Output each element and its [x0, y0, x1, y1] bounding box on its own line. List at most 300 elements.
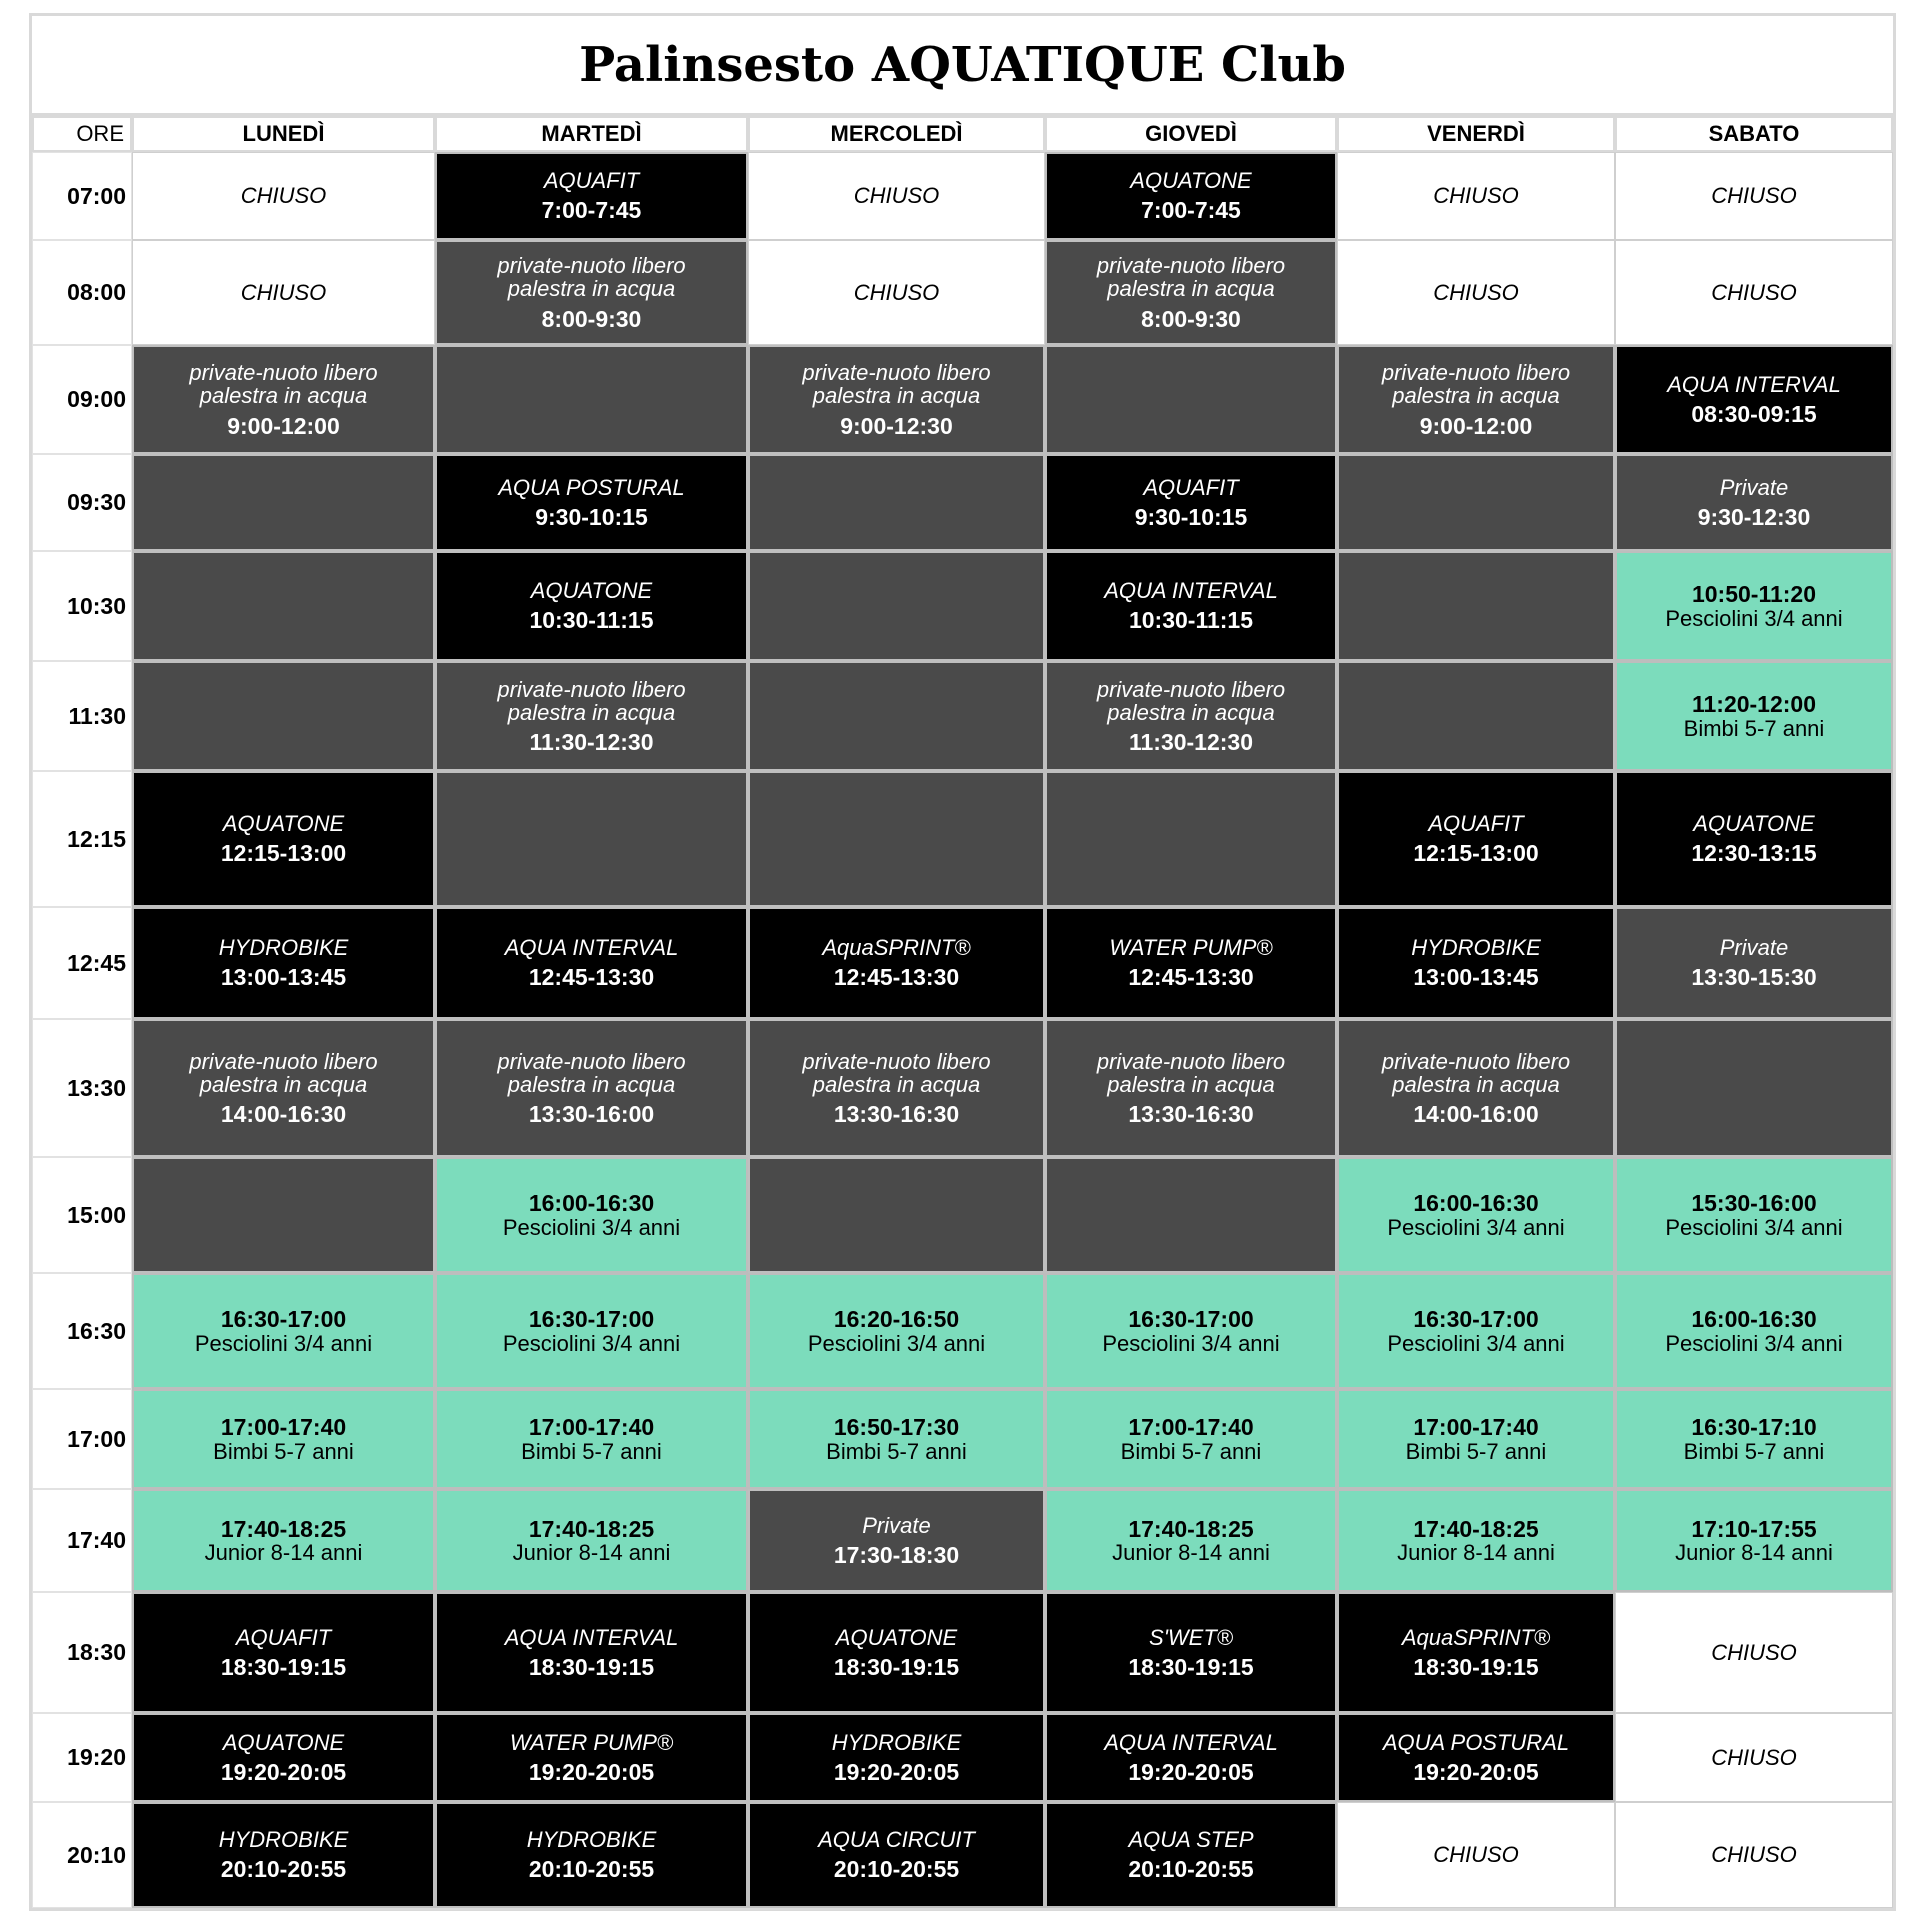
course-slot [435, 1592, 748, 1713]
time-text: 09:00 [67, 386, 126, 413]
slot-time: 9:30-10:15 [535, 503, 648, 530]
slot-time: 12:15-13:00 [1413, 840, 1539, 867]
slot-time: 16:50-17:30 [833, 1414, 960, 1441]
slot-name-2: palestra in acqua [507, 1071, 676, 1097]
slot-name: CHIUSO [1711, 1744, 1797, 1770]
time-label [32, 1273, 132, 1389]
slot-group: Bimbi 5-7 anni [1683, 715, 1825, 741]
time-label [32, 1389, 132, 1489]
time-text: 16:30 [67, 1317, 126, 1344]
slot-group: Pesciolini 3/4 anni [1665, 1214, 1843, 1240]
slot-time: 8:00-9:30 [1141, 305, 1241, 332]
slot-name: HYDROBIKE [526, 1827, 657, 1853]
slot-time: 16:20-16:50 [833, 1306, 960, 1333]
slot-time: 13:30-16:30 [833, 1101, 960, 1128]
slot-group: Junior 8-14 anni [1112, 1540, 1270, 1566]
slot-name: Private [1719, 935, 1789, 961]
slot-time: 10:30-11:15 [529, 607, 654, 634]
time-text: 11:30 [68, 702, 126, 729]
slot-name: AQUATONE [530, 578, 653, 604]
time-label [32, 551, 132, 661]
slot-group: Pesciolini 3/4 anni [1387, 1214, 1565, 1240]
slot-time: 18:30-19:15 [528, 1653, 655, 1680]
free-slot [1337, 1019, 1615, 1157]
slot-name: CHIUSO [1433, 279, 1519, 305]
course-slot [1045, 1713, 1337, 1802]
course-slot [132, 1713, 435, 1802]
closed-slot [1615, 152, 1893, 240]
kids-course-slot [1615, 551, 1893, 661]
course-slot [1045, 551, 1337, 661]
closed-slot [1615, 240, 1893, 345]
slot-time: 15:30-16:00 [1691, 1190, 1817, 1217]
slot-time: 18:30-19:15 [1128, 1653, 1254, 1680]
slot-name: CHIUSO [1711, 183, 1797, 209]
ore-header [32, 116, 132, 152]
slot-name: AQUATONE [222, 811, 345, 837]
slot-time: 12:45-13:30 [528, 964, 655, 991]
course-slot [1615, 771, 1893, 907]
kids-course-slot [748, 1273, 1045, 1389]
slot-name-2: palestra in acqua [199, 383, 368, 409]
time-label [32, 771, 132, 907]
slot-name: AQUA INTERVAL [1104, 1729, 1278, 1755]
course-slot [748, 907, 1045, 1019]
slot-name: CHIUSO [853, 279, 940, 305]
slot-time: 20:10-20:55 [1128, 1856, 1254, 1883]
slot-name: AQUA INTERVAL [504, 1624, 679, 1650]
slot-name: HYDROBIKE [218, 1827, 349, 1853]
free-slot [1045, 1019, 1337, 1157]
kids-course-slot [1615, 1389, 1893, 1489]
slot-name: private-nuoto libero [497, 253, 686, 279]
slot-name-2: palestra in acqua [1107, 699, 1275, 725]
slot-group: Pesciolini 3/4 anni [1665, 605, 1843, 631]
slot-name: AQUA CIRCUIT [818, 1827, 975, 1853]
slot-name: AquaSPRINT® [1401, 1624, 1551, 1650]
course-slot [1337, 1592, 1615, 1713]
time-text: 09:30 [67, 489, 126, 516]
slot-time: 10:50-11:20 [1691, 581, 1817, 608]
time-label [32, 454, 132, 551]
slot-name: private-nuoto libero [189, 360, 378, 386]
free-slot [132, 345, 435, 454]
slot-time: 13:00-13:45 [1413, 964, 1539, 991]
slot-time: 17:00-17:40 [528, 1414, 655, 1441]
time-text: 08:00 [67, 279, 126, 306]
closed-slot [132, 152, 435, 240]
slot-time: 17:30-18:30 [833, 1541, 960, 1568]
kids-course-slot [1615, 1489, 1893, 1592]
kids-course-slot [435, 1157, 748, 1273]
kids-course-slot [1045, 1273, 1337, 1389]
course-slot [435, 1802, 748, 1908]
slot-name: private-nuoto libero [802, 1048, 991, 1074]
slot-name: CHIUSO [1711, 1639, 1797, 1665]
slot-group: Junior 8-14 anni [1675, 1540, 1833, 1566]
free-slot [1045, 345, 1337, 454]
free-slot [1615, 454, 1893, 551]
slot-name: CHIUSO [853, 183, 940, 209]
slot-group: Bimbi 5-7 anni [521, 1438, 662, 1464]
slot-name: private-nuoto libero [1096, 253, 1286, 279]
free-slot [435, 1019, 748, 1157]
free-slot [748, 551, 1045, 661]
slot-time: 12:45-13:30 [833, 964, 960, 991]
slot-name-2: palestra in acqua [1392, 1071, 1560, 1097]
kids-course-slot [748, 1389, 1045, 1489]
slot-name: AQUATONE [835, 1624, 958, 1650]
closed-slot [1615, 1713, 1893, 1802]
slot-time: 19:20-20:05 [833, 1758, 960, 1785]
slot-name-2: palestra in acqua [1392, 383, 1560, 409]
closed-slot [748, 152, 1045, 240]
course-slot [1045, 907, 1337, 1019]
closed-slot [1337, 240, 1615, 345]
time-text: 20:10 [67, 1841, 126, 1868]
slot-name: WATER PUMP® [509, 1729, 674, 1755]
slot-time: 17:40-18:25 [220, 1515, 347, 1542]
slot-time: 8:00-9:30 [541, 305, 642, 332]
slot-name-2: palestra in acqua [507, 699, 676, 725]
slot-name: private-nuoto libero [497, 1048, 686, 1074]
slot-name: AQUA INTERVAL [504, 935, 679, 961]
day-label: SABATO [1708, 121, 1800, 147]
slot-time: 17:00-17:40 [1413, 1414, 1539, 1441]
slot-time: 9:30-10:15 [1134, 503, 1248, 530]
time-text: 13:30 [67, 1074, 126, 1101]
closed-slot [1337, 152, 1615, 240]
slot-group: Junior 8-14 anni [204, 1540, 363, 1566]
slot-time: 12:15-13:00 [220, 840, 347, 867]
time-label [32, 661, 132, 771]
slot-group: Junior 8-14 anni [1397, 1540, 1555, 1566]
kids-course-slot [1337, 1489, 1615, 1592]
day-header [1615, 116, 1893, 152]
day-header [1337, 116, 1615, 152]
slot-group: Pesciolini 3/4 anni [502, 1330, 681, 1356]
course-slot [748, 1802, 1045, 1908]
course-slot [435, 454, 748, 551]
slot-name: Private [1719, 474, 1789, 500]
slot-name: HYDROBIKE [831, 1729, 962, 1755]
slot-time: 9:00-12:30 [840, 412, 953, 439]
slot-name-2: palestra in acqua [812, 383, 981, 409]
free-slot [748, 771, 1045, 907]
slot-name: AQUAFIT [235, 1624, 332, 1650]
free-slot [1615, 1019, 1893, 1157]
slot-name: private-nuoto libero [497, 676, 686, 702]
free-slot [1337, 454, 1615, 551]
time-text: 10:30 [67, 592, 126, 619]
kids-course-slot [1045, 1389, 1337, 1489]
slot-group: Bimbi 5-7 anni [1120, 1438, 1262, 1464]
closed-slot [1337, 1802, 1615, 1908]
free-slot [748, 1019, 1045, 1157]
slot-group: Pesciolini 3/4 anni [807, 1330, 986, 1356]
kids-course-slot [1337, 1273, 1615, 1389]
time-text: 19:20 [67, 1744, 126, 1771]
slot-time: 17:00-17:40 [1128, 1414, 1254, 1441]
kids-course-slot [1615, 1273, 1893, 1389]
free-slot [748, 454, 1045, 551]
slot-time: 7:00-7:45 [541, 197, 642, 224]
slot-time: 12:45-13:30 [1128, 964, 1254, 991]
slot-name: CHIUSO [240, 183, 327, 209]
course-slot [435, 907, 748, 1019]
slot-time: 20:10-20:55 [528, 1856, 655, 1883]
time-text: 17:40 [67, 1527, 126, 1554]
free-slot [748, 1157, 1045, 1273]
slot-time: 16:30-17:00 [220, 1306, 347, 1333]
slot-name: CHIUSO [1433, 1842, 1519, 1868]
slot-time: 11:30-12:30 [529, 729, 654, 756]
free-slot [435, 240, 748, 345]
free-slot [1337, 551, 1615, 661]
slot-name: AQUA INTERVAL [1667, 371, 1841, 397]
slot-group: Junior 8-14 anni [512, 1540, 671, 1566]
time-label [32, 1713, 132, 1802]
free-slot [132, 1157, 435, 1273]
free-slot [132, 1019, 435, 1157]
free-slot [1045, 771, 1337, 907]
time-text: 07:00 [67, 182, 126, 209]
slot-name: HYDROBIKE [1411, 935, 1541, 961]
slot-time: 16:00-16:30 [1691, 1306, 1817, 1333]
time-label [32, 152, 132, 240]
course-slot [1045, 1802, 1337, 1908]
closed-slot [132, 240, 435, 345]
free-slot [748, 345, 1045, 454]
slot-time: 16:30-17:10 [1691, 1414, 1817, 1441]
slot-name: private-nuoto libero [1096, 1048, 1286, 1074]
slot-time: 16:30-17:00 [1128, 1306, 1254, 1333]
time-text: 12:45 [67, 949, 126, 976]
course-slot [132, 907, 435, 1019]
free-slot [1337, 345, 1615, 454]
day-header [1045, 116, 1337, 152]
slot-time: 13:30-16:30 [1128, 1101, 1254, 1128]
day-label: MERCOLEDÌ [830, 121, 963, 147]
slot-time: 13:30-15:30 [1691, 964, 1817, 991]
free-slot [1615, 907, 1893, 1019]
schedule-grid [32, 116, 1893, 1908]
time-text: 12:15 [67, 825, 126, 852]
time-label [32, 1019, 132, 1157]
slot-name: private-nuoto libero [802, 360, 991, 386]
kids-course-slot [435, 1389, 748, 1489]
closed-slot [1615, 1592, 1893, 1713]
slot-group: Pesciolini 3/4 anni [194, 1330, 373, 1356]
slot-group: Bimbi 5-7 anni [213, 1438, 354, 1464]
slot-name: AQUATONE [222, 1729, 345, 1755]
slot-group: Pesciolini 3/4 anni [1102, 1330, 1280, 1356]
course-slot [1337, 771, 1615, 907]
slot-name-2: palestra in acqua [812, 1071, 981, 1097]
time-text: 15:00 [67, 1201, 126, 1228]
slot-time: 19:20-20:05 [220, 1758, 347, 1785]
free-slot [1045, 661, 1337, 771]
day-header [132, 116, 435, 152]
slot-name: AQUATONE [1693, 811, 1815, 837]
free-slot [1045, 240, 1337, 345]
day-label: GIOVEDÌ [1145, 121, 1237, 147]
closed-slot [748, 240, 1045, 345]
course-slot [748, 1592, 1045, 1713]
kids-course-slot [435, 1489, 748, 1592]
slot-time: 18:30-19:15 [833, 1653, 960, 1680]
kids-course-slot [435, 1273, 748, 1389]
slot-group: Pesciolini 3/4 anni [1387, 1330, 1565, 1356]
closed-slot [1615, 1802, 1893, 1908]
slot-time: 12:30-13:15 [1691, 840, 1817, 867]
slot-time: 9:00-12:00 [1419, 412, 1533, 439]
slot-time: 20:10-20:55 [220, 1856, 347, 1883]
slot-time: 10:30-11:15 [1128, 607, 1254, 634]
slot-time: 17:40-18:25 [1128, 1515, 1254, 1542]
course-slot [435, 1713, 748, 1802]
slot-name: private-nuoto libero [189, 1048, 378, 1074]
slot-time: 16:30-17:00 [528, 1306, 655, 1333]
slot-name: AQUA POSTURAL [1382, 1729, 1570, 1755]
slot-name-2: palestra in acqua [507, 276, 676, 302]
slot-group: Bimbi 5-7 anni [826, 1438, 967, 1464]
slot-name: AquaSPRINT® [822, 935, 971, 961]
time-label [32, 1157, 132, 1273]
slot-group: Pesciolini 3/4 anni [502, 1214, 681, 1240]
free-slot [1045, 1157, 1337, 1273]
day-label: VENERDÌ [1427, 121, 1525, 147]
kids-course-slot [1337, 1157, 1615, 1273]
time-label [32, 1802, 132, 1908]
kids-course-slot [132, 1273, 435, 1389]
slot-time: 14:00-16:00 [1413, 1101, 1539, 1128]
slot-time: 11:20-12:00 [1691, 691, 1817, 718]
ore-label: ORE [76, 121, 124, 147]
day-header [748, 116, 1045, 152]
slot-time: 08:30-09:15 [1691, 400, 1817, 427]
slot-name: private-nuoto libero [1381, 360, 1571, 386]
free-slot [435, 771, 748, 907]
slot-name: AQUAFIT [1428, 811, 1524, 837]
free-slot [748, 661, 1045, 771]
kids-course-slot [1337, 1389, 1615, 1489]
slot-time: 18:30-19:15 [220, 1653, 347, 1680]
slot-name: AQUAFIT [1143, 474, 1239, 500]
slot-time: 16:00-16:30 [1413, 1190, 1539, 1217]
kids-course-slot [132, 1389, 435, 1489]
slot-time: 14:00-16:30 [220, 1101, 347, 1128]
slot-name: CHIUSO [1711, 279, 1797, 305]
slot-name-2: palestra in acqua [1107, 1071, 1275, 1097]
slot-time: 17:40-18:25 [528, 1515, 655, 1542]
slot-name: AQUATONE [1130, 168, 1252, 194]
slot-time: 19:20-20:05 [1413, 1758, 1539, 1785]
course-slot [1337, 1713, 1615, 1802]
slot-time: 16:30-17:00 [1413, 1306, 1539, 1333]
course-slot [435, 551, 748, 661]
slot-time: 9:00-12:00 [227, 412, 340, 439]
free-slot [1337, 661, 1615, 771]
slot-name: private-nuoto libero [1096, 676, 1286, 702]
slot-name: Private [862, 1512, 931, 1538]
slot-time: 16:00-16:30 [528, 1190, 655, 1217]
time-text: 17:00 [67, 1425, 126, 1452]
slot-name: CHIUSO [1433, 183, 1519, 209]
course-slot [132, 1592, 435, 1713]
free-slot [132, 454, 435, 551]
time-label [32, 1592, 132, 1713]
day-label: MARTEDÌ [541, 121, 642, 147]
course-slot [1045, 152, 1337, 240]
kids-course-slot [1615, 661, 1893, 771]
slot-name: CHIUSO [240, 279, 327, 305]
free-slot [748, 1489, 1045, 1592]
slot-time: 11:30-12:30 [1128, 729, 1254, 756]
time-text: 18:30 [67, 1639, 126, 1666]
slot-time: 7:00-7:45 [1141, 197, 1241, 224]
slot-time: 13:30-16:00 [528, 1101, 655, 1128]
slot-name: AQUAFIT [543, 168, 640, 194]
course-slot [748, 1713, 1045, 1802]
course-slot [1045, 454, 1337, 551]
slot-name-2: palestra in acqua [1107, 276, 1275, 302]
free-slot [435, 661, 748, 771]
slot-group: Bimbi 5-7 anni [1405, 1438, 1547, 1464]
course-slot [132, 771, 435, 907]
slot-name: S'WET® [1149, 1624, 1233, 1650]
time-label [32, 345, 132, 454]
time-label [32, 907, 132, 1019]
course-slot [435, 152, 748, 240]
kids-course-slot [1615, 1157, 1893, 1273]
slot-name: CHIUSO [1711, 1842, 1797, 1868]
course-slot [1045, 1592, 1337, 1713]
slot-name: HYDROBIKE [218, 935, 349, 961]
slot-name: AQUA INTERVAL [1104, 578, 1278, 604]
time-label [32, 1489, 132, 1592]
day-header [435, 116, 748, 152]
slot-time: 19:20-20:05 [528, 1758, 655, 1785]
slot-name: WATER PUMP® [1109, 935, 1273, 961]
slot-time: 17:00-17:40 [220, 1414, 347, 1441]
slot-time: 20:10-20:55 [833, 1856, 960, 1883]
slot-group: Bimbi 5-7 anni [1683, 1438, 1825, 1464]
course-slot [1337, 907, 1615, 1019]
slot-time: 17:40-18:25 [1413, 1515, 1539, 1542]
slot-time: 9:30-12:30 [1697, 503, 1811, 530]
slot-time: 18:30-19:15 [1413, 1653, 1539, 1680]
slot-time: 19:20-20:05 [1128, 1758, 1254, 1785]
slot-name: private-nuoto libero [1381, 1048, 1571, 1074]
page-title: Palinsesto AQUATIQUE Club [32, 16, 1893, 116]
course-slot [132, 1802, 435, 1908]
free-slot [132, 661, 435, 771]
slot-name: AQUA STEP [1128, 1827, 1254, 1853]
slot-name: AQUA POSTURAL [498, 474, 685, 500]
slot-time: 13:00-13:45 [220, 964, 347, 991]
slot-name-2: palestra in acqua [199, 1071, 368, 1097]
day-label: LUNEDÌ [242, 121, 325, 147]
free-slot [132, 551, 435, 661]
kids-course-slot [132, 1489, 435, 1592]
kids-course-slot [1045, 1489, 1337, 1592]
slot-group: Pesciolini 3/4 anni [1665, 1330, 1843, 1356]
slot-time: 17:10-17:55 [1691, 1515, 1817, 1542]
course-slot [1615, 345, 1893, 454]
time-label [32, 240, 132, 345]
free-slot [435, 345, 748, 454]
